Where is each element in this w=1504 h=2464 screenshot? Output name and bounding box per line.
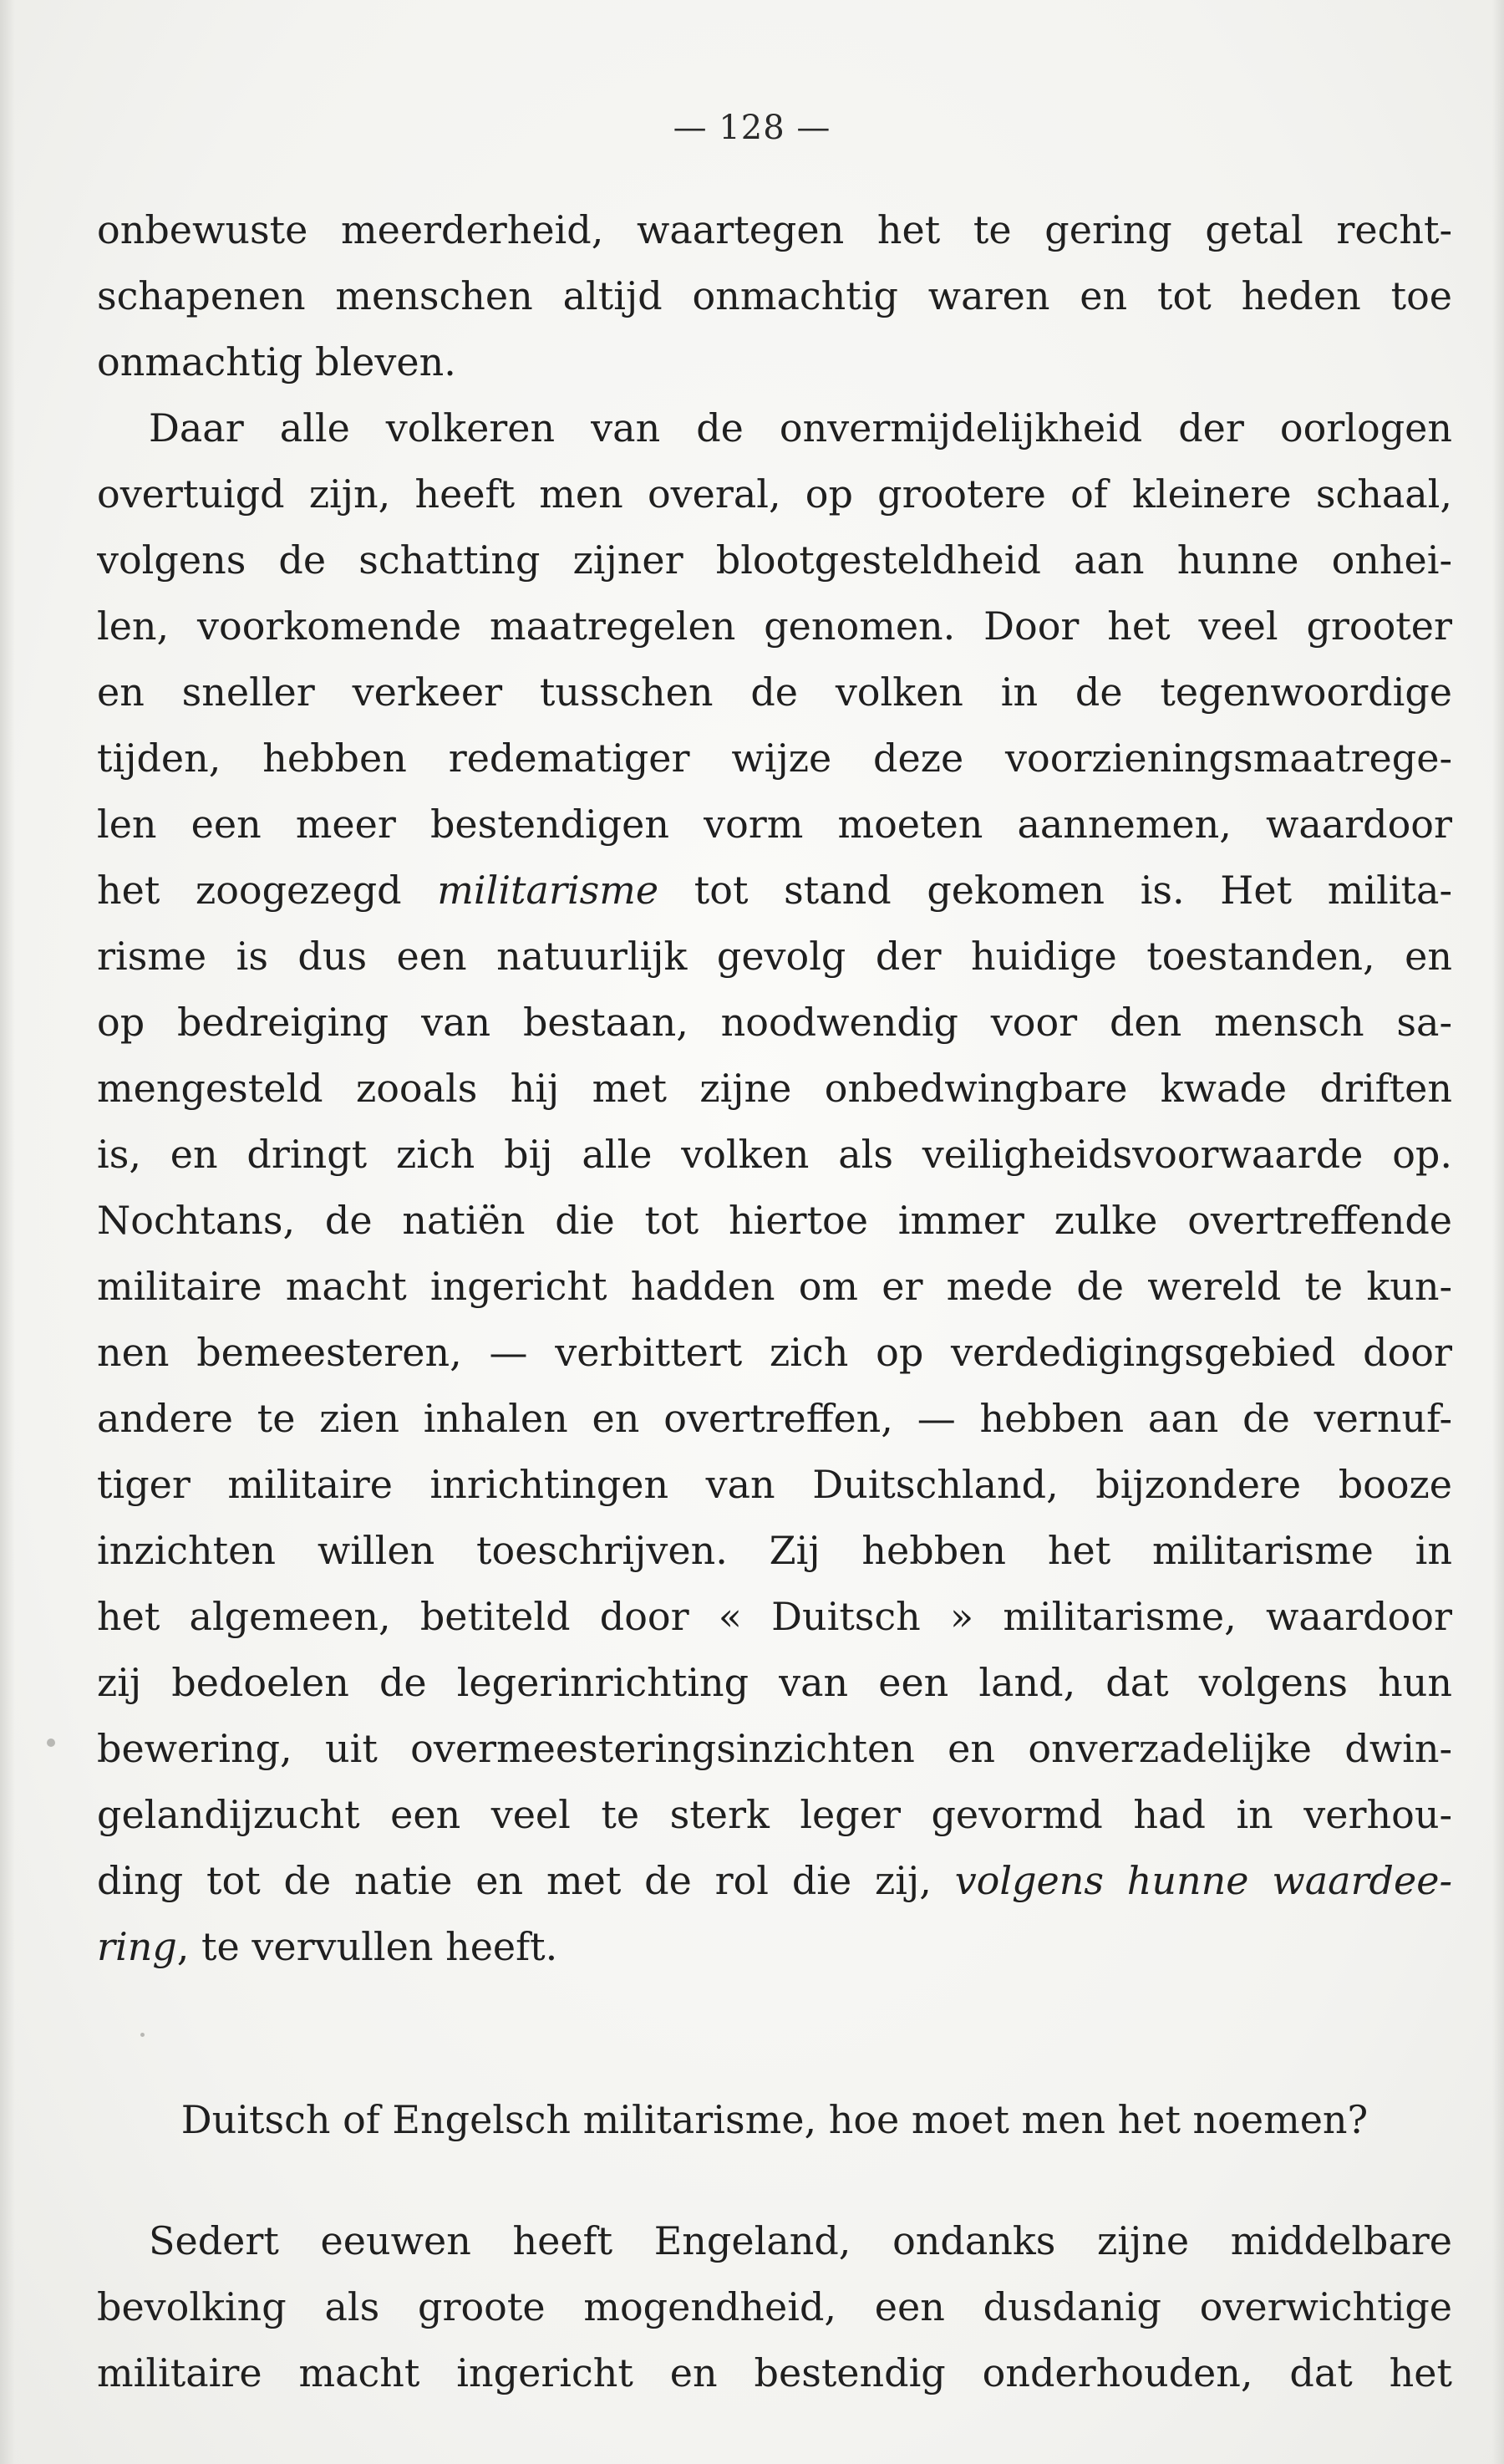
- text-line: op bedreiging van bestaan, noodwendig voor den mensch sa-: [97, 1000, 1452, 1045]
- text-line: ring, te vervullen heeft.: [97, 1924, 558, 1969]
- text-line: het algemeen, betiteld door « Duitsch » militarisme, waardoor: [97, 1594, 1452, 1639]
- section-spacer: [97, 1980, 1452, 2087]
- text-line-italic-militarisme: het zoogezegd militarisme tot stand gekomen is. Het milita-: [97, 868, 1452, 913]
- text-line: Nochtans, de natiën die tot hiertoe immer zulke overtreffende: [97, 1198, 1452, 1243]
- italic-text: ring: [97, 1924, 177, 1969]
- text-line: overtuigd zijn, heeft men overal, op grootere of kleinere schaal,: [97, 471, 1452, 517]
- text-line: onbewuste meerderheid, waartegen het te gering getal recht-: [97, 207, 1452, 252]
- section-heading: Duitsch of Engelsch militarisme, hoe moet men het noemen?: [180, 2097, 1369, 2142]
- text-line: len, voorkomende maatregelen genomen. Door het veel grooter: [97, 603, 1452, 649]
- scan-shadow-right: [1492, 0, 1504, 2464]
- text-line: en sneller verkeer tusschen de volken in de tegenwoordige: [97, 669, 1452, 715]
- text-line: volgens de schatting zijner blootgesteldheid aan hunne onhei-: [97, 537, 1452, 583]
- page-number: — 128 —: [673, 109, 831, 147]
- text-line: militaire macht ingericht hadden om er mede de wereld te kun-: [97, 1264, 1452, 1309]
- text-line: militaire macht ingericht en bestendig onderhouden, dat het: [97, 2350, 1452, 2395]
- text-line: bevolking als groote mogendheid, een dusdanig overwichtige: [97, 2284, 1452, 2329]
- text-line: bewering, uit overmeesteringsinzichten en onverzadelijke dwin-: [97, 1726, 1452, 1771]
- text-line: inzichten willen toeschrijven. Zij hebben het militarisme in: [97, 1528, 1452, 1573]
- text-line: len een meer bestendigen vorm moeten aannemen, waardoor: [97, 802, 1452, 847]
- paper-speck: [140, 2033, 145, 2037]
- section-spacer: [97, 2153, 1452, 2208]
- text-line: onmachtig bleven.: [97, 339, 456, 384]
- text-line: Daar alle volkeren van de onvermijdelijkheid der oorlogen: [149, 405, 1452, 451]
- text-line: nen bemeesteren, — verbittert zich op verdedigingsgebied door: [97, 1330, 1452, 1375]
- text-line: schapenen menschen altijd onmachtig waren en tot heden toe: [97, 273, 1452, 318]
- text-line: is, en dringt zich bij alle volken als veiligheidsvoorwaarde op.: [97, 1132, 1452, 1177]
- text-line: zij bedoelen de legerinrichting van een land, dat volgens hun: [97, 1660, 1452, 1705]
- text-line: gelandijzucht een veel te sterk leger gevormd had in verhou-: [97, 1792, 1452, 1837]
- text-line: risme is dus een natuurlijk gevolg der huidige toestanden, en: [97, 934, 1452, 979]
- text-line: andere te zien inhalen en overtreffen, — hebben aan de vernuf-: [97, 1396, 1452, 1441]
- italic-text: volgens hunne waardee-: [954, 1858, 1452, 1903]
- text-line: Sedert eeuwen heeft Engeland, ondanks zijne middelbare: [149, 2218, 1452, 2263]
- paper-speck: [47, 1739, 55, 1747]
- text-line: tijden, hebben redematiger wijze deze voorzieningsmaatrege-: [97, 736, 1452, 781]
- text-body: [97, 197, 1452, 2406]
- text-line: mengesteld zooals hij met zijne onbedwingbare kwade driften: [97, 1066, 1452, 1111]
- italic-text: militarisme: [437, 868, 659, 913]
- scan-shadow-left: [0, 0, 15, 2464]
- text-line: ding tot de natie en met de rol die zij, volgens hunne waardee-: [97, 1858, 1452, 1903]
- text-line: tiger militaire inrichtingen van Duitschland, bijzondere booze: [97, 1462, 1452, 1507]
